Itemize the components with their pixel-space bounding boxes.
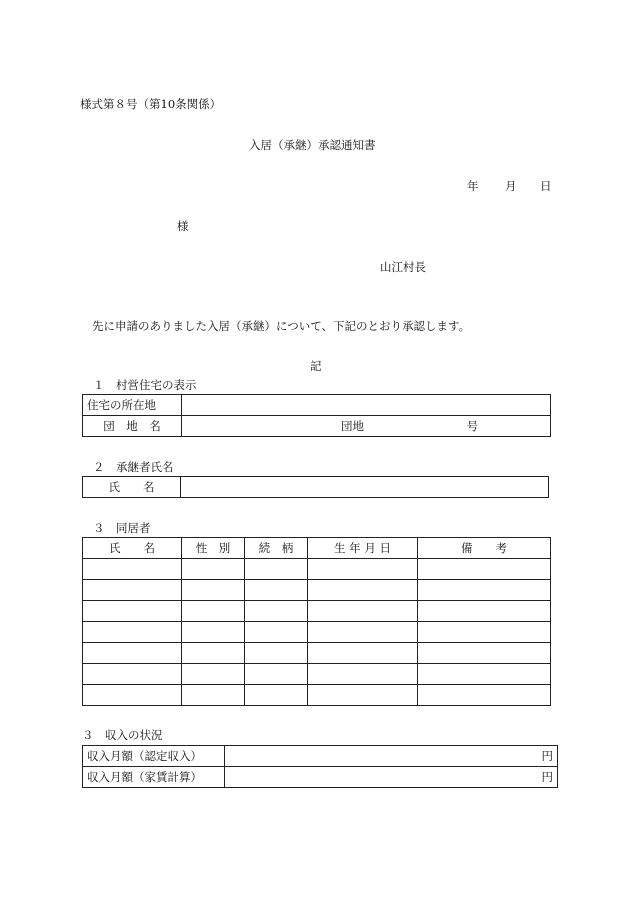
date-day: 日 [540, 179, 552, 193]
table-row [83, 664, 551, 685]
housing-table [82, 394, 551, 437]
date-month: 月 [505, 179, 517, 193]
table-row [83, 559, 551, 580]
successor-name-label: 氏 名 [83, 477, 181, 498]
table-row [83, 416, 551, 437]
table-row [83, 622, 551, 643]
section1-heading: １ 村営住宅の表示 [93, 378, 197, 392]
section3-heading: ３ 同居者 [93, 521, 151, 535]
section2-heading: ２ 承継者氏名 [93, 460, 174, 474]
table-header-row [83, 538, 551, 559]
income-table [82, 745, 558, 788]
income-rent-calc-yen: 円 [225, 767, 558, 788]
table-row [83, 685, 551, 706]
cohabitants-table [82, 537, 551, 706]
header-relation: 続 柄 [245, 538, 308, 559]
header-birthdate: 生 年 月 日 [308, 538, 418, 559]
addressee-suffix: 様 [177, 219, 189, 233]
header-sex: 性 別 [182, 538, 245, 559]
table-row [83, 395, 551, 416]
successor-name-value [181, 477, 549, 498]
table-row [83, 746, 558, 767]
danchi-name-value [182, 416, 551, 437]
ki-heading: 記 [310, 359, 322, 373]
go-text: 号 [466, 419, 479, 433]
table-row [83, 767, 558, 788]
table-row [83, 477, 549, 498]
body-text: 先に申請のありました入居（承継）について、下記のとおり承認します。 [92, 319, 471, 333]
issuer: 山江村長 [380, 260, 426, 274]
income-rent-calc-label: 収入月額（家賃計算） [83, 767, 225, 788]
header-name: 氏 名 [83, 538, 182, 559]
table-row [83, 580, 551, 601]
table-row [83, 643, 551, 664]
successor-table [82, 476, 549, 498]
danchi-name-label: 団 地 名 [83, 416, 182, 437]
date-year: 年 [467, 179, 479, 193]
income-certified-yen: 円 [225, 746, 558, 767]
section4-heading: ３ 収入の状況 [82, 728, 163, 742]
housing-location-value [182, 395, 551, 416]
document-title: 入居（承継）承認通知書 [249, 138, 376, 152]
table-row [83, 601, 551, 622]
housing-location-label: 住宅の所在地 [83, 395, 182, 416]
header-remarks: 備 考 [418, 538, 551, 559]
income-certified-label: 収入月額（認定収入） [83, 746, 225, 767]
form-label: 様式第８号（第10条関係） [80, 97, 222, 111]
danchi-text: 団地 [341, 419, 364, 433]
